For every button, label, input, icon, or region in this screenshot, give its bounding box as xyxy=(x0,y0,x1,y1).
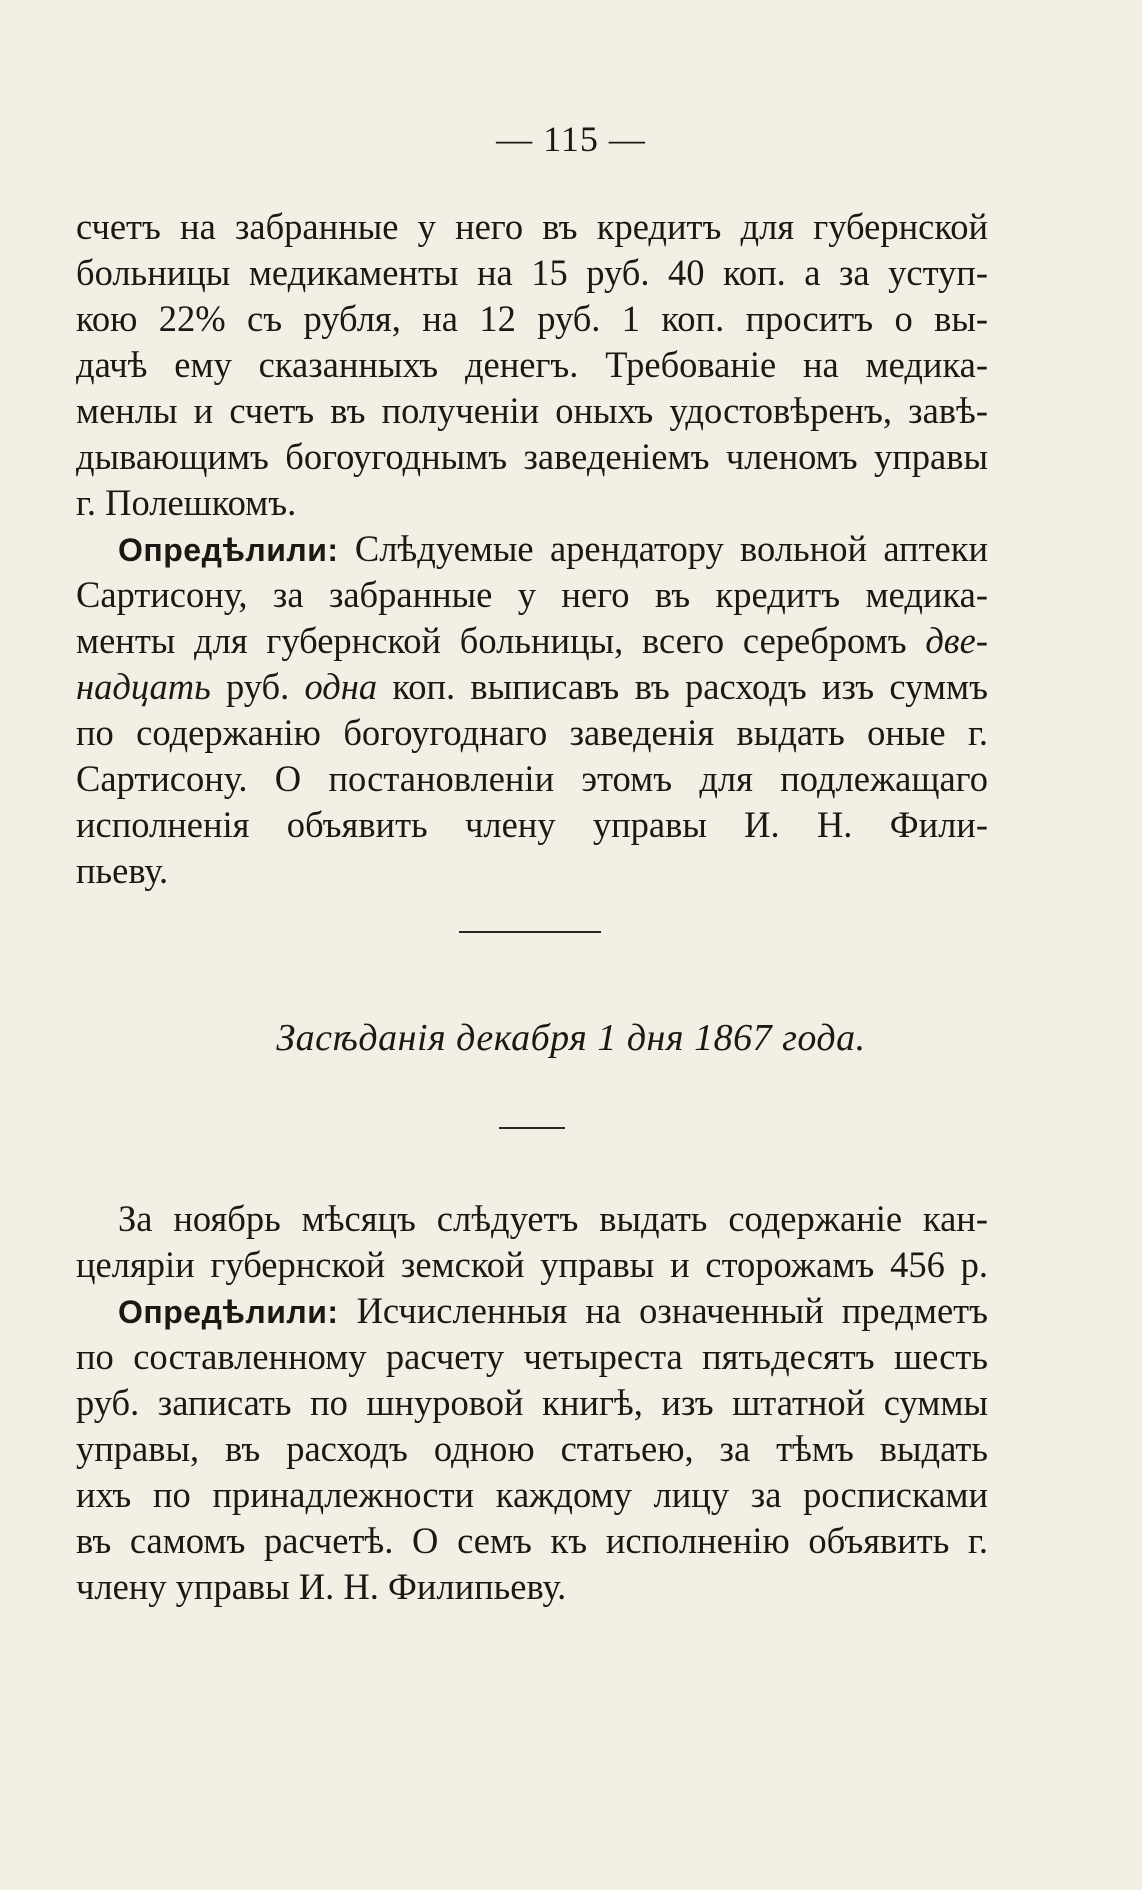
resolution-amount-italic: надцать xyxy=(76,666,211,707)
resolution-line: члену управы И. Н. Филипьеву. xyxy=(76,1566,567,1607)
resolution-line: по содержанію богоугоднаго заведенія выдать оные г. xyxy=(76,712,988,753)
resolution-line: ихъ по принадлежности каждому лицу за росписками xyxy=(76,1474,988,1515)
resolution-text: Слѣдуемые арендатору вольной аптеки xyxy=(354,528,989,569)
page-number: — 115 — xyxy=(496,119,646,159)
resolution-line: управы, въ расходъ одною статьею, за тѣмъ выдать xyxy=(76,1428,988,1469)
resolution-line xyxy=(76,664,988,710)
resolution-text: Исчисленныя на означенный предметъ xyxy=(356,1290,989,1331)
resolution-text: руб. xyxy=(226,666,290,707)
resolution-line: Сартисону, за забранные у него въ кредитъ медика- xyxy=(76,574,988,615)
heading-divider xyxy=(499,1127,565,1129)
resolution-text: менты для губернской больницы, всего серебромъ xyxy=(76,620,907,661)
section-2 xyxy=(76,1196,988,1610)
resolution-line xyxy=(76,526,988,572)
paragraph-line: дывающимъ богоугоднымъ заведеніемъ членомъ управы xyxy=(76,436,988,477)
paragraph-line: целяріи губернской земской управы и сторожамъ 456 р. xyxy=(76,1244,988,1285)
resolution-label: Опредѣлили: xyxy=(118,1294,339,1330)
section-1 xyxy=(76,204,988,894)
resolution-line: въ самомъ расчетѣ. О семъ къ исполненію объявить г. xyxy=(76,1520,988,1561)
resolution-line: по составленному расчету четыреста пятьдесятъ шесть xyxy=(76,1336,988,1377)
resolution-line: исполненія объявить члену управы И. Н. Фили- xyxy=(76,804,988,845)
paragraph-line: больницы медикаменты на 15 руб. 40 коп. а за уступ- xyxy=(76,252,988,293)
paragraph-line: кою 22% съ рубля, на 12 руб. 1 коп. проситъ о вы- xyxy=(76,298,988,339)
paragraph-line: г. Полешкомъ. xyxy=(76,482,297,523)
session-heading: Засѣданія декабря 1 дня 1867 года. xyxy=(276,1017,866,1059)
resolution-line: руб. записать по шнуровой книгѣ, изъ штатной суммы xyxy=(76,1382,988,1423)
resolution-line xyxy=(76,618,988,664)
resolution-text: коп. выписавъ въ расходъ изъ суммъ xyxy=(392,666,988,707)
resolution-amount-italic: две- xyxy=(925,620,988,661)
resolution-line: Сартисону. О постановленіи этомъ для подлежащаго xyxy=(76,758,988,799)
paragraph-line: За ноябрь мѣсяцъ слѣдуетъ выдать содержаніе кан- xyxy=(118,1198,988,1239)
resolution-line: пьеву. xyxy=(76,850,169,891)
paragraph-line: менлы и счетъ въ полученіи оныхъ удостовѣренъ, завѣ- xyxy=(76,390,988,431)
paragraph-line: дачѣ ему сказанныхъ денегъ. Требованіе на медика- xyxy=(76,344,988,385)
resolution-line xyxy=(76,1288,988,1334)
resolution-label: Опредѣлили: xyxy=(118,532,339,568)
resolution-amount-italic: одна xyxy=(304,666,378,707)
section-divider xyxy=(459,931,601,933)
paragraph-line: счетъ на забранные у него въ кредитъ для губернской xyxy=(76,206,988,247)
